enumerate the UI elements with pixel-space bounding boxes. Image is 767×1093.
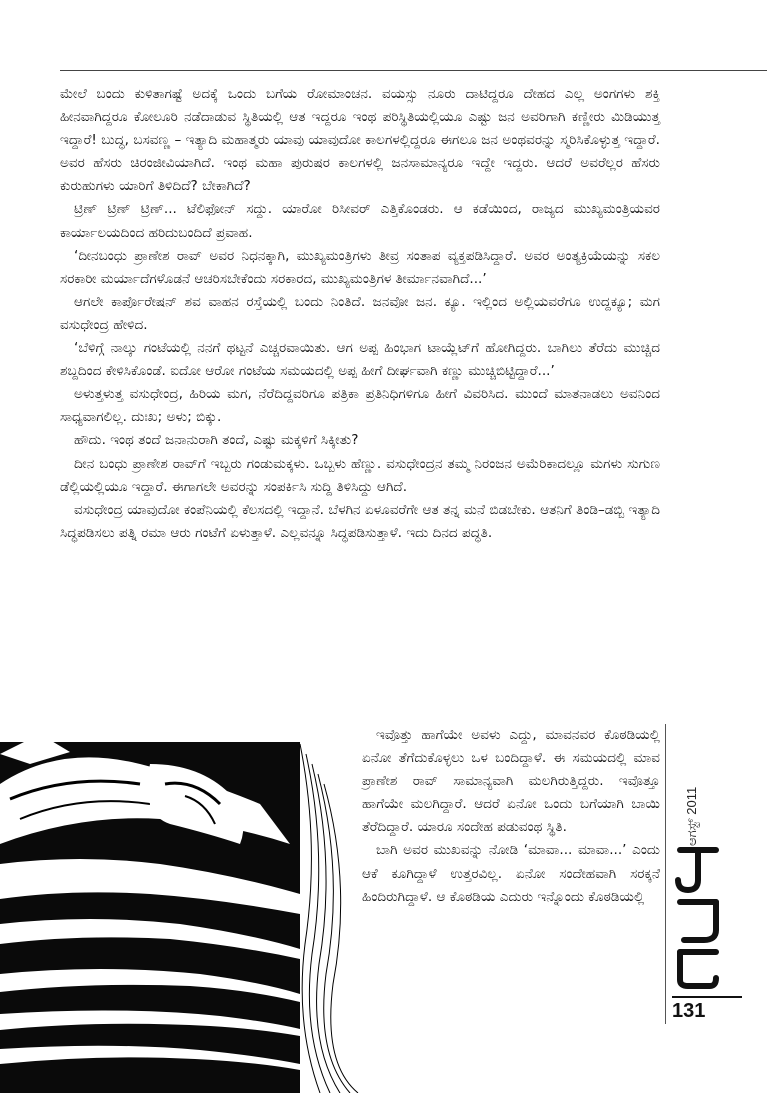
paragraph: ಆಗಲೇ ಕಾರ್ಪೊರೇಷನ್ ಶವ ವಾಹನ ರಸ್ತೆಯಲ್ಲಿ ಬಂದು ನಿಂತಿದೆ. ಜನವೋ ಜನ. ಕ್ಯೂ. ಇಲ್ಲಿಂದ ಅಲ್ಲಿಯವರೆಗೂ ಉದ್ದಕ್ಯೂ; ಮಗ ವಸುಧೇಂದ್ರ ಹೇಳಿದ. (60, 293, 660, 333)
paragraph: ‘ಬೆಳಿಗ್ಗೆ ನಾಲ್ಕು ಗಂಟೆಯಲ್ಲಿ ನನಗೆ ಥಟ್ಟನೆ ಎಚ್ಚರವಾಯಿತು. ಆಗ ಅಪ್ಪ ಹಿಂಭಾಗ ಟಾಯ್ಲೆಟ್‌ಗೆ ಹೋಗಿದ್ದರು. ಬಾಗಿಲು ತೆರೆದು ಮುಚ್ಚಿದ ಶಬ್ದದಿಂದ ಕೇಳಿಸಿಕೊಂಡೆ. ಐದೋ ಆರೋ ಗಂಟೆಯ ಸಮಯದಲ್ಲಿ ಅಪ್ಪ ಹೀಗೆ ದೀರ್ಘವಾಗಿ ಕಣ್ಣು ಮುಚ್ಚಿಬಿಟ್ಟಿದ್ದಾರೆ...’ (60, 340, 660, 380)
page-number-rule (672, 996, 742, 998)
article-side-column (362, 724, 660, 909)
top-rule (60, 70, 767, 71)
paragraph: ಬಾಗಿ ಅವರ ಮುಖವನ್ನು ನೋಡಿ ‘ಮಾವಾ... ಮಾವಾ...’ ಎಂದು ಆಕೆ ಕೂಗಿದ್ದಾಳೆ ಉತ್ತರವಿಲ್ಲ. ಏನೋ ಸಂದೇಹವಾಗಿ ಸರಕ್ಕನೆ ಹಿಂದಿರುಗಿದ್ದಾಳೆ. ಆ ಕೊಠಡಿಯ ಎದುರು ಇನ್ನೊಂದು ಕೊಠಡಿಯಲ್ಲಿ (362, 842, 660, 905)
paragraph: ಅಳುತ್ತಳುತ್ತ ವಸುಧೇಂದ್ರ, ಹಿರಿಯ ಮಗ, ನೆರೆದಿದ್ದವರಿಗೂ ಪತ್ರಿಕಾ ಪ್ರತಿನಿಧಿಗಳಿಗೂ ಹೀಗೆ ವಿವರಿಸಿದ. ಮುಂದೆ ಮಾತನಾಡಲು ಅವನಿಂದ ಸಾಧ್ಯವಾಗಲಿಲ್ಲ. ದುಃಖ; ಅಳು; ಬಿಕ್ಕು. (60, 386, 660, 426)
paragraph: ಮೇಲೆ ಬಂದು ಕುಳಿತಾಗಷ್ಟೆ ಅದಕ್ಕೆ ಒಂದು ಬಗೆಯ ರೋಮಾಂಚನ. ವಯಸ್ಸು ನೂರು ದಾಟಿದ್ದರೂ ದೇಹದ ಎಲ್ಲ ಅಂಗಗಳು ಶಕ್ತಿ ಹೀನವಾಗಿದ್ದರೂ ಕೋಲೂರಿ ನಡೆದಾಡುವ ಸ್ಥಿತಿಯಲ್ಲಿ ಆತ ಇದ್ದರೂ ಇಂಥ ಪರಿಸ್ಥಿತಿಯಲ್ಲಿಯೂ ಎಷ್ಟು ಜನ ಅವರಿಗಾಗಿ ಕಣ್ಣೀರು ಮಿಡಿಯುತ್ತ ಇದ್ದಾರೆ! ಬುದ್ಧ, ಬಸವಣ್ಣ – ಇತ್ಯಾದಿ ಮಹಾತ್ಮರು ಯಾವು ಯಾವುದೋ ಕಾಲಗಳಲ್ಲಿದ್ದರೂ ಈಗಲೂ ಜನ ಅಂಥವರನ್ನು ಸ್ಮರಿಸಿಕೊಳ್ಳುತ್ತ ಇದ್ದಾರೆ. ಅವರ ಹೆಸರು ಚಿರಂಜೀವಿಯಾಗಿದೆ. ಇಂಥ ಮಹಾ ಪುರುಷರ ಕಾಲಗಳಲ್ಲಿ ಜನಸಾಮಾನ್ಯರೂ ಇದ್ದೇ ಇದ್ದರು. ಆದರೆ ಅವರೆಲ್ಲರ ಹೆಸರು ಕುರುಹುಗಳು ಯಾರಿಗೆ ತಿಳಿದಿದೆ? ಬೇಕಾಗಿದೆ? (60, 86, 660, 195)
issue-date: ಆಗಸ್ಟ್ 2011 (684, 786, 699, 846)
article-body (60, 83, 660, 545)
paragraph: ದೀನ ಬಂಧು ಪ್ರಾಣೇಶ ರಾವ್‌ಗೆ ಇಬ್ಬರು ಗಂಡುಮಕ್ಕಳು. ಒಬ್ಬಳು ಹೆಣ್ಣು. ವಸುಧೇಂದ್ರನ ತಮ್ಮ ನಿರಂಜನ ಅಮೆರಿಕಾದಲ್ಲೂ ಮಗಳು ಸುಗುಣ ಡೆಲ್ಲಿಯಲ್ಲಿಯೂ ಇದ್ದಾರೆ. ಈಗಾಗಲೇ ಅವರನ್ನು ಸಂಪರ್ಕಿಸಿ ಸುದ್ದಿ ತಿಳಿಸಿದ್ದು ಆಗಿದೆ. (60, 455, 660, 495)
paragraph: ‘ದೀನಬಂಧು ಪ್ರಾಣೇಶ ರಾವ್ ಅವರ ನಿಧನಕ್ಕಾಗಿ, ಮುಖ್ಯಮಂತ್ರಿಗಳು ತೀವ್ರ ಸಂತಾಪ ವ್ಯಕ್ತಪಡಿಸಿದ್ದಾರೆ. ಅವರ ಅಂತ್ಯಕ್ರಿಯೆಯನ್ನು ಸಕಲ ಸರಕಾರೀ ಮರ್ಯಾದೆಗಳೊಡನೆ ಆಚರಿಸಬೇಕೆಂದು ಸರಕಾರದ, ಮುಖ್ಯಮಂತ್ರಿಗಳ ತೀರ್ಮಾನವಾಗಿದೆ...’ (60, 247, 660, 287)
paragraph: ಟ್ರಿಣ್ ಟ್ರಿಣ್ ಟ್ರಿಣ್... ಟೆಲಿಫೋನ್ ಸದ್ದು. ಯಾರೋ ರಿಸೀವರ್ ಎತ್ತಿಕೊಂಡರು. ಆ ಕಡೆಯಿಂದ, ರಾಜ್ಯದ ಮುಖ್ಯಮಂತ್ರಿಯವರ ಕಾರ್ಯಾಲಯದಿಂದ ಹರಿದುಬಂದಿದೆ ಪ್ರವಾಹ. (60, 201, 660, 241)
magazine-masthead (670, 786, 730, 990)
column-divider (665, 724, 666, 1024)
person-lying-on-bed-illustration (0, 724, 360, 1093)
paragraph: ಇವೊತ್ತು ಹಾಗೆಯೇ ಅವಳು ಎದ್ದು, ಮಾವನವರ ಕೊಠಡಿಯಲ್ಲಿ ಏನೋ ತೆಗೆದುಕೊಳ್ಳಲು ಒಳ ಬಂದಿದ್ದಾಳೆ. ಈ ಸಮಯದಲ್ಲಿ ಮಾವ ಪ್ರಾಣೇಶ ರಾವ್ ಸಾಮಾನ್ಯವಾಗಿ ಮಲಗಿರುತ್ತಿದ್ದರು. ಇವೊತ್ತೂ ಹಾಗೆಯೇ ಮಲಗಿದ್ದಾರೆ. ಆದರೆ ಏನೋ ಒಂದು ಬಗೆಯಾಗಿ ಬಾಯಿ ತೆರೆದಿದ್ದಾರೆ. ಯಾರೂ ಸಂದೇಹ ಪಡುವಂಥ ಸ್ಥಿತಿ. (362, 727, 660, 836)
page-number: 131 (672, 1000, 706, 1022)
paragraph: ವಸುಧೇಂದ್ರ ಯಾವುದೋ ಕಂಪೆನಿಯಲ್ಲಿ ಕೆಲಸದಲ್ಲಿ ಇದ್ದಾನೆ. ಬೆಳಗಿನ ಏಳೂವರೆಗೇ ಆತ ತನ್ನ ಮನೆ ಬಿಡಬೇಕು. ಆತನಿಗೆ ತಿಂಡಿ–ಡಬ್ಬಿ ಇತ್ಯಾದಿ ಸಿದ್ಧಪಡಿಸಲು ಪತ್ನಿ ರಮಾ ಆರು ಗಂಟೆಗೆ ಏಳುತ್ತಾಳೆ. ಎಲ್ಲವನ್ನೂ ಸಿದ್ಧಪಡಿಸುತ್ತಾಳೆ. ಇದು ದಿನದ ಪದ್ಧತಿ. (60, 501, 660, 541)
mayura-logo (670, 840, 726, 990)
paragraph: ಹೌದು. ಇಂಥ ತಂದೆ ಜನಾನುರಾಗಿ ತಂದೆ, ಎಷ್ಟು ಮಕ್ಕಳಿಗೆ ಸಿಕ್ಕೀತು? (74, 432, 359, 449)
